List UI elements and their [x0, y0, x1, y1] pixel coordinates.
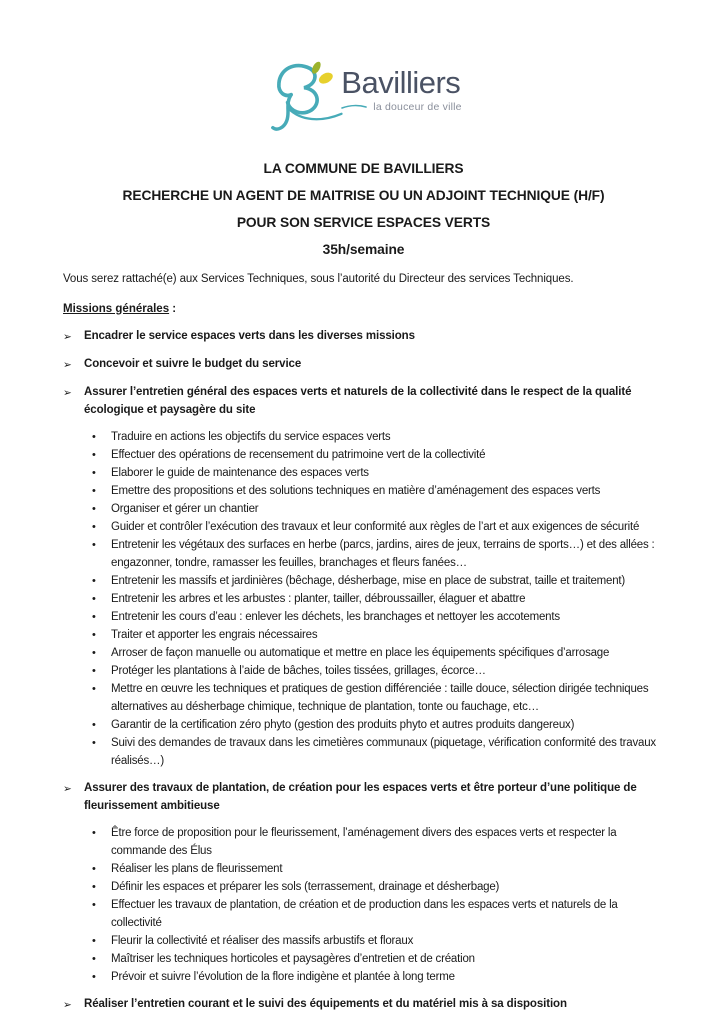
sub-bullet-text: Définir les espaces et préparer les sols (terrassement, drainage et désherbage): [111, 880, 500, 893]
sub-bullet-item: [63, 878, 664, 896]
arrow-bullet-icon: ➢: [63, 330, 72, 343]
sub-bullet-item: [63, 536, 664, 572]
intro-paragraph: Vous serez rattaché(e) aux Services Techniques, sous l’autorité du Directeur des services Techniques.: [63, 273, 574, 285]
dot-bullet-icon: •: [92, 862, 96, 875]
missions-list: [63, 327, 664, 1014]
dot-bullet-icon: •: [92, 736, 96, 749]
brand-name: Bavilliers: [341, 65, 461, 100]
dot-bullet-icon: •: [92, 502, 96, 515]
sub-bullet-text: Guider et contrôler l’exécution des travaux et leur conformité aux règles de l’art et aux exigences de sécurité: [111, 520, 640, 533]
dot-bullet-icon: •: [92, 592, 96, 605]
dot-bullet-icon: •: [92, 628, 96, 641]
arrow-bullet-icon: ➢: [63, 782, 72, 795]
dot-bullet-icon: •: [92, 466, 96, 479]
dot-bullet-icon: •: [92, 574, 96, 587]
sub-bullet-item: [63, 662, 664, 680]
sub-bullet-text: Garantir de la certification zéro phyto (gestion des produits phyto et autres produits dangereux): [111, 718, 575, 731]
brand-tagline: la douceur de ville: [373, 101, 462, 113]
sub-bullet-item: [63, 644, 664, 662]
mission-item-text: Assurer des travaux de plantation, de création pour les espaces verts et être porteur d’une politique de fleurissement ambitieuse: [84, 781, 637, 812]
sub-bullet-item: [63, 428, 664, 446]
logo-text-block: [341, 56, 461, 113]
arrow-bullet-icon: ➢: [63, 998, 72, 1011]
title-line-2: RECHERCHE UN AGENT DE MAITRISE OU UN ADJOINT TECHNIQUE (H/F): [122, 188, 605, 203]
sub-bullet-text: Traduire en actions les objectifs du service espaces verts: [111, 430, 391, 443]
dot-bullet-icon: •: [92, 448, 96, 461]
sub-bullet-text: Suivi des demandes de travaux dans les cimetières communaux (piquetage, vérification conformité des travaux réalisés…): [111, 736, 656, 767]
arrow-bullet-icon: ➢: [63, 386, 72, 399]
sub-bullet-text: Effectuer les travaux de plantation, de création et de production dans les espaces verts et naturels de la collectivité: [111, 898, 618, 929]
sub-bullet-item: [63, 626, 664, 644]
missions-title-text: Missions générales: [63, 302, 170, 315]
dot-bullet-icon: •: [92, 952, 96, 965]
dot-bullet-icon: •: [92, 484, 96, 497]
tagline-swoosh-icon: [341, 104, 367, 110]
mission-arrow-item: [63, 383, 664, 419]
sub-bullet-item: [63, 572, 664, 590]
dot-bullet-icon: •: [92, 826, 96, 839]
sub-bullet-text: Réaliser les plans de fleurissement: [111, 862, 283, 875]
sub-bullet-item: [63, 590, 664, 608]
sub-bullet-text: Effectuer des opérations de recensement du patrimoine vert de la collectivité: [111, 448, 486, 461]
sub-bullet-text: Protéger les plantations à l’aide de bâches, toiles tissées, grillages, écorce…: [111, 664, 486, 677]
bavilliers-logo: [63, 56, 664, 140]
title-line-3: POUR SON SERVICE ESPACES VERTS: [236, 215, 491, 230]
mission-arrow-item: [63, 327, 664, 346]
sub-bullet-item: [63, 896, 664, 932]
title-line-4: 35h/semaine: [322, 242, 405, 257]
sub-bullet-item: [63, 608, 664, 626]
dot-bullet-icon: •: [92, 664, 96, 677]
sub-bullet-item: [63, 932, 664, 950]
dot-bullet-icon: •: [92, 538, 96, 551]
mission-item-text: Assurer l’entretien général des espaces verts et naturels de la collectivité dans le respect de la qualité écologique et paysagère du site: [84, 385, 632, 416]
sub-bullet-item: [63, 680, 664, 716]
dot-bullet-icon: •: [92, 646, 96, 659]
sub-bullet-text: Emettre des propositions et des solutions techniques en matière d’aménagement des espaces verts: [111, 484, 601, 497]
mission-item-text: Encadrer le service espaces verts dans les diverses missions: [84, 329, 415, 342]
sub-bullet-item: [63, 446, 664, 464]
tagline-row: [341, 101, 461, 113]
dot-bullet-icon: •: [92, 718, 96, 731]
sub-bullet-text: Fleurir la collectivité et réaliser des massifs arbustifs et floraux: [111, 934, 414, 947]
dot-bullet-icon: •: [92, 898, 96, 911]
sub-bullet-item: [63, 500, 664, 518]
sub-bullet-text: Arroser de façon manuelle ou automatique et mettre en place les équipements spécifiques d’arrosage: [111, 646, 610, 659]
mission-arrow-item: [63, 355, 664, 374]
sub-bullet-text: Traiter et apporter les engrais nécessaires: [111, 628, 318, 641]
mission-arrow-item: [63, 779, 664, 815]
sub-bullet-list: [63, 824, 664, 986]
sub-bullet-item: [63, 860, 664, 878]
missions-section-title: [63, 300, 664, 318]
sub-bullet-item: [63, 464, 664, 482]
dot-bullet-icon: •: [92, 934, 96, 947]
sub-bullet-item: [63, 824, 664, 860]
sub-bullet-text: Entretenir les cours d’eau : enlever les déchets, les branchages et nettoyer les accotements: [111, 610, 560, 623]
mission-item-text: Réaliser l’entretien courant et le suivi des équipements et du matériel mis à sa disposition: [84, 997, 567, 1010]
arrow-bullet-icon: ➢: [63, 358, 72, 371]
dot-bullet-icon: •: [92, 430, 96, 443]
dot-bullet-icon: •: [92, 880, 96, 893]
dot-bullet-icon: •: [92, 682, 96, 695]
sub-bullet-item: [63, 716, 664, 734]
sub-bullet-item: [63, 482, 664, 500]
sub-bullet-text: Maîtriser les techniques horticoles et paysagères d’entretien et de création: [111, 952, 475, 965]
mission-item-text: Concevoir et suivre le budget du service: [84, 357, 302, 370]
sub-bullet-item: [63, 734, 664, 770]
sub-bullet-text: Entretenir les arbres et les arbustes : planter, tailler, débroussailler, élaguer et abattre: [111, 592, 526, 605]
sub-bullet-item: [63, 518, 664, 536]
title-line-1: LA COMMUNE DE BAVILLIERS: [263, 161, 464, 176]
bavilliers-b-icon: [265, 58, 345, 140]
sub-bullet-item: [63, 950, 664, 968]
dot-bullet-icon: •: [92, 970, 96, 983]
sub-bullet-item: [63, 968, 664, 986]
sub-bullet-text: Entretenir les végétaux des surfaces en herbe (parcs, jardins, aires de jeux, terrains de sports…) et des allées : engazonner, tondre, ramasser les feuilles, branchages et fleurs fanées…: [111, 538, 655, 569]
dot-bullet-icon: •: [92, 610, 96, 623]
sub-bullet-text: Mettre en œuvre les techniques et pratiques de gestion différenciée : taille douce, sélection dirigée techniques alternatives au désherbage chimique, technique de plantation, tonte ou fauchage, etc…: [111, 682, 649, 713]
sub-bullet-text: Organiser et gérer un chantier: [111, 502, 259, 515]
sub-bullet-list: [63, 428, 664, 770]
sub-bullet-text: Elaborer le guide de maintenance des espaces verts: [111, 466, 369, 479]
mission-arrow-item: [63, 995, 664, 1014]
sub-bullet-text: Être force de proposition pour le fleurissement, l’aménagement divers des espaces verts et respecter la commande des Élus: [111, 826, 617, 857]
dot-bullet-icon: •: [92, 520, 96, 533]
leaf-yellow-icon: [317, 70, 335, 85]
missions-title-colon: :: [169, 302, 177, 315]
sub-bullet-text: Entretenir les massifs et jardinières (bêchage, désherbage, mise en place de substrat, taille et traitement): [111, 574, 626, 587]
sub-bullet-text: Prévoir et suivre l’évolution de la flore indigène et plantée à long terme: [111, 970, 455, 983]
